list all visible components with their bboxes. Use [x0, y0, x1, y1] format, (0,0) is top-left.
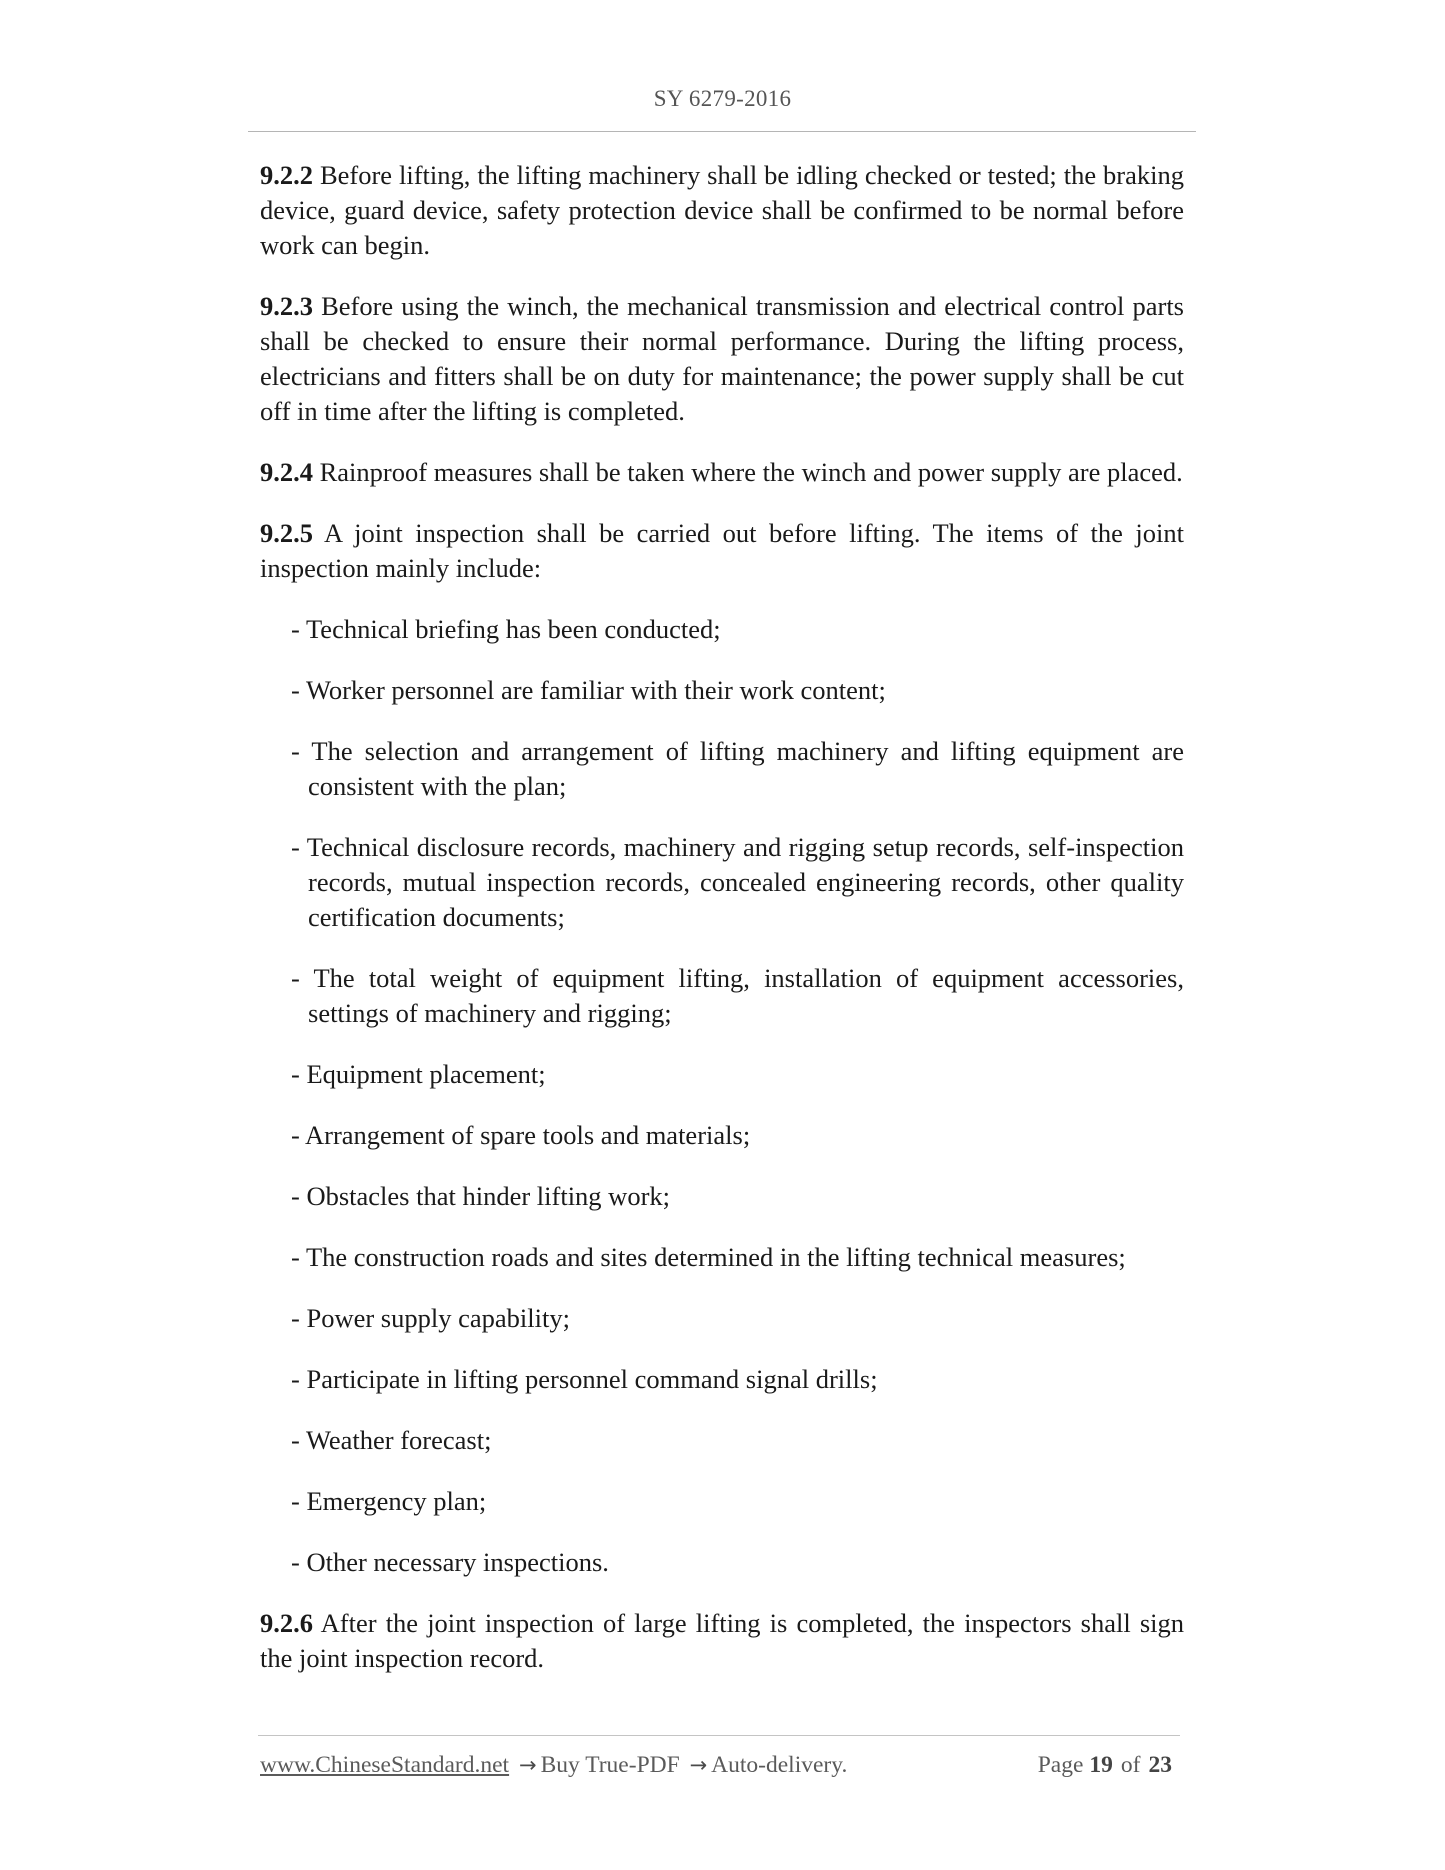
joint-inspection-list	[260, 612, 1184, 1580]
clause-number: 9.2.4	[260, 457, 313, 487]
clause-text: Before lifting, the lifting machinery shall be idling checked or tested; the braking device, guard device, safety protection device shall be confirmed to be normal before work can begin.	[260, 160, 1184, 260]
list-item: - Participate in lifting personnel command signal drills;	[291, 1364, 878, 1394]
clause-text: Before using the winch, the mechanical transmission and electrical control parts shall be checked to ensure their normal performance. During the lifting process, electricians and fitters shall be on duty for maintenance; the power supply shall be cut off in time after the lifting is completed.	[260, 291, 1184, 426]
clause-number: 9.2.2	[260, 160, 313, 190]
total-page-number: 23	[1148, 1752, 1172, 1778]
list-item: - The construction roads and sites determined in the lifting technical measures;	[291, 1242, 1126, 1272]
clause-9-2-4	[260, 455, 1184, 490]
page-header-standard-code: SY 6279-2016	[653, 86, 792, 111]
list-item: - Emergency plan;	[291, 1486, 487, 1516]
buy-true-pdf-label: Buy True-PDF	[540, 1752, 680, 1778]
list-item: - Obstacles that hinder lifting work;	[291, 1181, 671, 1211]
list-item: - Equipment placement;	[291, 1059, 546, 1089]
arrow-right-icon: →	[689, 1753, 708, 1777]
auto-delivery-label: Auto-delivery.	[711, 1752, 848, 1778]
list-item: - Arrangement of spare tools and materials;	[291, 1120, 751, 1150]
website-link[interactable]: www.ChineseStandard.net	[260, 1752, 510, 1778]
of-label: of	[1120, 1752, 1141, 1778]
clause-number: 9.2.5	[260, 518, 313, 548]
current-page-number: 19	[1089, 1752, 1113, 1778]
list-item: - Technical disclosure records, machinery and rigging setup records, self-inspection records, mutual inspection records, concealed engineering records, other quality certification documents;	[291, 832, 1184, 932]
clause-9-2-3	[260, 289, 1184, 429]
footer-divider	[258, 1735, 1180, 1736]
list-item: - Worker personnel are familiar with their work content;	[291, 675, 886, 705]
page-counter	[1038, 1752, 1178, 1779]
list-item: - The total weight of equipment lifting, installation of equipment accessories, settings of machinery and rigging;	[291, 963, 1184, 1028]
list-item: - Other necessary inspections.	[291, 1547, 609, 1577]
clause-text: Rainproof measures shall be taken where the winch and power supply are placed.	[313, 457, 1183, 487]
clause-9-2-6	[260, 1606, 1184, 1676]
arrow-right-icon: →	[518, 1753, 537, 1777]
clause-number: 9.2.6	[260, 1608, 313, 1638]
list-item: - The selection and arrangement of lifting machinery and lifting equipment are consistent with the plan;	[291, 736, 1184, 801]
clause-number: 9.2.3	[260, 291, 313, 321]
footer-promo	[260, 1752, 847, 1779]
clause-text: After the joint inspection of large lifting is completed, the inspectors shall sign the joint inspection record.	[260, 1608, 1184, 1673]
list-item: - Power supply capability;	[291, 1303, 570, 1333]
list-item: - Weather forecast;	[291, 1425, 492, 1455]
page-label: Page	[1037, 1752, 1084, 1778]
clause-9-2-2	[260, 158, 1184, 263]
document-body	[260, 158, 1184, 1702]
header-divider	[248, 131, 1196, 132]
list-item: - Technical briefing has been conducted;	[291, 614, 721, 644]
clause-9-2-5	[260, 516, 1184, 586]
clause-text: A joint inspection shall be carried out before lifting. The items of the joint inspection mainly include:	[260, 518, 1184, 583]
